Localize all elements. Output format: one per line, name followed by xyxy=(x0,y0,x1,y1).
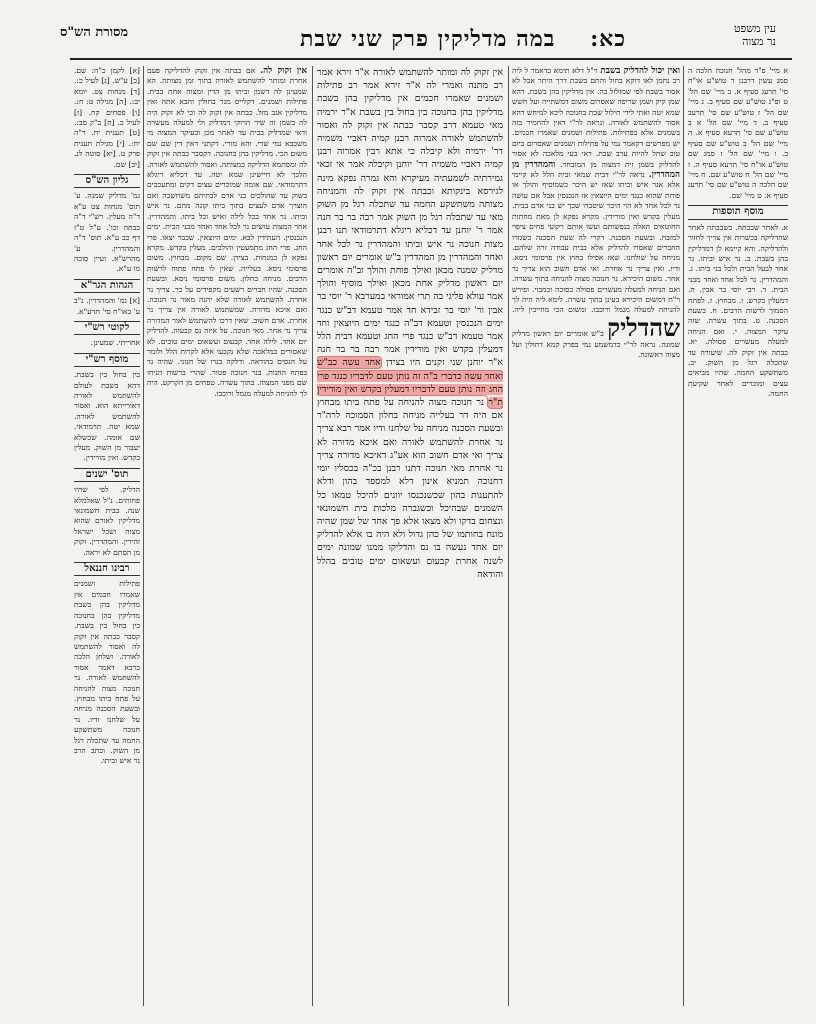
tosfot-shanim-text: הדליק. לפי שהיו פחותים. נ"ל שאלמלא שנה. בבית חשמונאי מדליקין לאורם שהוא מצוה ושכל ישראל זהירין. והמהדרין. זקוק מן הסתם לא יראה. xyxy=(74,485,140,557)
tosafot-opening: ואין יכול להדליק בשבת xyxy=(600,66,680,76)
gemara-column xyxy=(317,66,503,1006)
tosafot-dibbur-3: שהדליק xyxy=(607,312,680,342)
masoret-text: [א] לקמן כ"ה: שם. [ב] ע"ש. [ג] לעיל כ:. [ד] מנחות צט. יומא יב:. [ה] מגילה ט: ח:. [ו] פסחים קח. [ז] לעיל כ. [ח] ב"ק סב:. [ט] תענית יח. ר"ה יח:. [י] מגילת תענית פרק ט. [יא] סוטה לג. [יב] שם. xyxy=(74,66,140,169)
column-divider xyxy=(143,66,144,1006)
hagahot-text: [א] גמ' והמהדרין. נ"ב ע' באו"ח סי' תרע"א. xyxy=(74,296,140,316)
tosafot-dibbur-2: והמהדרין מן המהדרין. xyxy=(512,159,680,181)
ein-mishpat-text: א מיי' פ"ד מהל' חנוכה הלכה ה סמג עשין דרבנן ד טוש"ע או"ח סי' תרעג סעיף א. ב מיי' שם הל' ט ופ"ג טוש"ע שם סעיף ב. ג מיי' שם הל' ז טוש"ע שם סי' תרעב סעיף ב. ד מיי' שם הל' א ב טוש"ע שם סי' תרעא סעיף א. ה מיי' שם הל' ב טוש"ע שם סעיף ב. ו מיי' שם הל' ז סמג שם טוש"ע או"ח סי' תרעא סעיף ה. ז מיי' שם הל' ח טוש"ע שם. ח מיי' שם הלכה ה טוש"ע שם סי' תרעג סעיף א. ט מיי' שם. xyxy=(688,66,788,200)
tosafot-text-3: ב"ש אומרים יום ראשון מדליק שמונה. נראה לר"י כדמשמע נמי בפרק קמא דחולין ועל מצוה ראשונה. xyxy=(512,328,680,360)
highlighted-passage[interactable]: אחד עשה כב"ש ואחד עשה כדברי ב"ה זה נותן טעם לדבריו כנגד פרי החג וזה נותן טעם לדבריו דמעלין בקדש ואין מורידין ת"ר xyxy=(317,357,503,409)
rashi-text-1: אם כבתה אין זקוק להדליקה פעם אחרת ומותר להשתמש לאורה בתוך זמן מצותה. הא שמעינן לה דשמן וביתו מן הדין ומצוה אחת בבית. פתילות ושמנים. דקלייס מנר בחולין והבא אתה ואין מדליקין אגב מזל. כבתה אין זקוק לה וכי לא זקוק היה לה בשמן זה שיר הרוקי דמדליק ולי למעלה מעשרה ודאי שמדליק בבית עד לאחר מכן ובעיקר המצוה מי משכבא נמי שרי. והא מורי. דקתני דאין דין שם שם משום הכי. מדליקין בהן בחנוכה. דקסבר כבתה אין זקוק לה ומסתמא הדליקה כמצותה. ואסור להשתמש לאורה. הלכך לא חיישינן שמא יטה. עד דכליא ריגלא דתרמודאי. שם אומה שמוכרים עצים דקים ומתעכבים בשוק עד שהולכים בני אדם לבתיהם משחשכה ואם הוצרך אדם לעצים בתוך ביתו קונה מהם. נר איש וביתו. נר אחד בכל לילה ואיש וכל ביתו. והמהדרין. אחר המצות עושים נר לכל אחד ואחד מבני הבית. ימים הנכנסין. העתידין לבא. ימים היוצאין. שכבר יצאו. פרי החג. פרי החג מתמעטין והולכים. מעלין בקדש. מקרא נפקא לן במנחות. בצידן. שם מקום. מבחוץ. משום פרסומי ניסא. בעלייה. שאין לו פתח פתוח לרשות הרבים. מניחה בחלון. משום פרסומי ניסא. ובשעת הסכנה. שהיו חברים רשעים מקפידים על כך. צריך נר אחרת. להשתמש לאורה שלא יהנה מאור נר חנוכה. ואם איכא מדורה. שמשתמש לאורה אין צריך נר אחרת. אדם חשוב. שאין דרכו להשתמש לאור המדורה צריך נר אחר. מאי חנוכה. על איזה נס קבעוה. להדליק יום אחד. לילה אחד. קבעום ועשאום ימים טובים. לא שאסורים במלאכה שלא נקבעו אלא לקרות הלל ולומר על הנסים בהודאה. ודלקה בנרו של חנוני. שהיה נר בפתח החנות. בנר חנוכה פטור. שהרי ברשות הניחו שם מפני המצוה. בתוך עשרה. טפחים מן הקרקע. היה לך להניחה למעלה מגמל ורוכבו. xyxy=(147,66,307,398)
column-divider xyxy=(312,66,313,1006)
ein-mishpat-label xyxy=(734,22,776,48)
masoret-hashas-label: מסורת הש"ס xyxy=(60,25,129,40)
ein-mishpat-column xyxy=(688,66,788,1006)
gemara-opening: אין זקוק לה ומותר להשתמש לאורה א"ר זירא אמר רב מתנה ואמרי לה א"ר זירא אמר רב פתילות ושמנים שאמרו חכמים אין מדליקין בהן בשבת מדליקין בהן בחנוכה בין בחול בין בשבת א"ר ירמיה מאי טעמא דרב קסבר כבתה אין זקוק לה ואסור להשתמש לאורה אמרוה רבנן קמיה דאביי משמיה דר' ירמיה ולא קיבלה כי אתא רבין אמרוה רבנן קמיה דאביי משמיה דר' יוחנן וקיבלה אמר אי זכאי גמירתיה לשמעתיה מעיקרא והא גמרה נפקא מינה לגירסא בינקותא וכבתה אין זקוק לה והמניחה מצותה משתשקע החמה עד שתכלה רגל מן השוק מאי עד שתכלה רגל מן השוק אמר רבה בר בר חנה אמר ר' יוחנן עד דכליא ריגלא דתרמודאי תנו רבנן מצות חנוכה נר איש וביתו והמהדרין נר לכל אחד ואחד והמהדרין מן המהדרין ב"ש אומרים יום ראשון מדליק שמנה מכאן ואילך פוחת והולך וב"ה אומרים יום ראשון מדליק אחת מכאן ואילך מוסיף והולך אמר עולא פליגי בה תרי אמוראי במערבא ר' יוסי בר אבין ור' יוסי בר זבידא חד אמר טעמא דב"ש כנגד ימים הנכנסין וטעמא דב"ה כנגד ימים היוצאין וחד אמר טעמא דב"ש כנגד פרי החג וטעמא דבית הלל דמעלין בקדש ואין מורידין אמר רבה בר בר חנה א"ר יוחנן שני זקנים היו בצידן xyxy=(317,67,503,369)
likutei-title: לקוטי רש"י xyxy=(74,321,140,335)
page-title xyxy=(300,26,626,52)
column-divider xyxy=(683,66,684,1006)
musaf-tosafot-title: מוסף תוספות xyxy=(688,205,788,219)
rashi-column xyxy=(147,66,307,1006)
ein-mishpat-label-line1: עין משפט xyxy=(733,22,776,35)
header-rule xyxy=(70,58,792,60)
column-divider xyxy=(508,66,509,1006)
likutei-text: אחריתי. שמעינן. xyxy=(90,338,140,348)
masoret-column xyxy=(74,66,140,1006)
musaf-rashi-title: מוסף רש"י xyxy=(74,353,140,367)
ein-mishpat-label-line2: נר מצוה xyxy=(742,35,776,48)
gemara-continuation: נר חנוכה מצוה להניחה על פתח ביתו מבחוץ אם היה דר בעלייה מניחה בחלון הסמוכה לרה"ר ובשעת הסכנה מניחה על שלחנו ודיו אמר רבא צריך נר אחרת להשתמש לאורה ואם איכא מדורה לא צריך ואי אדם חשוב הוא אע"ג דאיכא מדורה צריך נר אחרת מאי חנוכה דתנו רבנן בכ"ה בכסליו יומי דחנוכה תמניא אינון דלא למספד בהון ודלא להתענות בהון שכשנכנסו יוונים להיכל טמאו כל השמנים שבהיכל וכשגברה מלכות בית חשמונאי ונצחום בדקו ולא מצאו אלא פך אחד של שמן שהיה מונח בחותמו של כהן גדול ולא היה בו אלא להדליק יום אחד נעשה בו נס והדליקו ממנו שמונה ימים לשנה אחרת קבעום ועשאום ימים טובים בהלל והודאה xyxy=(317,397,503,580)
tosfot-shanim-title: תוס' ישנים xyxy=(74,468,140,482)
rabbeinu-chananel-title: רבינו חננאל xyxy=(74,562,140,576)
gilyon-title: גליון הש"ס xyxy=(74,174,140,188)
tosafot-text-2: נראה לר"י דבית שמאי ובית הלל לא קיימי אלא אנר איש וביתו שאז יש היכר כשמוסיף והולך או פוחת שהוא כנגד ימים היוצאין או הנכנסין אבל אם עושה נר לכל אחד לא הוי היכר שיסברו שכך יש בני אדם בבית. מעלין בקדש ואין מורידין. מקרא נפקא לן מאת מחתות החוטאים האלה בנפשותם ועשו אותם רקועי פחים ציפוי למזבח. ובשעת הסכנה. דקרי לה שעת הסכנה כשגזרו החברים שאסרו להדליק אלא בבית עבודה זרה שלהם. מניחה על שולחנו. שאז אפילו בחוץ אין פרסומי ניסא. ודיו. ואין צריך נר אחרת. ואי אדם חשוב הוא צריך נר אחר. משום היכירא. נר חנוכה מצוה להניחה בתוך עשרה. ואם הניחה למעלה מעשרים פסולה כסוכה וכמבוי. ופירש ר"ת דמשום היכירא בעינן בתוך עשרה. לימא ליה היה לך להניחה למעלה מגמל ורוכבו. ומשום הכי מחייבין ליה. xyxy=(512,170,680,315)
tosafot-text-1: וי"ל דלא תימא כדאמר ל ליה רב נחמן לאו דוקא בחול והתם בשבת דרך היתר אבל לא אסור בשבת לפי שמזלזל בה. אין מדליקין בהן בשבת. דהא שמן קיק ושמן שריפה שאסרום משום דמשתייה ועל חשש שמא יטה ואתי לידי חילול שבת בחנוכה ליכא למיחש דהא אסור להשתמש לאורה. ונראה לר"י דאין להחמיר בזה בשמנים אלא בפתילות. פתילות ושמנים שאמרו חכמים. יש מפרשים דקאמר נמי על פתילות ושמנים שאסרום ביום טוב שחל להיות ערב שבת. דאי בעי מלאכה לא אסור להדליק בשמן זית דמצוה מן המובחר. xyxy=(512,66,680,169)
gilyon-text: גמ' מדליק שמנה. ע' תוס' מנחות צט ע"א ד"ה מעלין. רש"י ד"ה כבתה וכו'. ע"ל ט"ז דף כב ע"א. תוס' ד"ה והמהדרין. ע' מהרש"א. ועיין סוכה מו ע"א. xyxy=(74,191,140,274)
musaf-tosafot-text: א. לאחר שכבתה. כשכבתה לאחר שהדליקה בכשרות אין צריך לחזור ולהדליקה. והא קיימא לן דמדליקין בהן בשבת. ב. נר איש וביתו. נר אחד לבעל הבית ולכל בני ביתו. ג. והמהדרין. נר לכל אחד ואחד מבני הבית. ד. רבי יוסי בר אבין. ה. דמעלין בקדש. ו. מבחוץ. ז. לפתח הסמוך לרשות הרבים. ח. בשעת הסכנה. ט. בתוך עשרה. שזה עיקר המצוה. י. ואם הניחה למעלה מעשרים פסולה. יא. כבתה אין זקוק לה. שיעורה עד שתכלה רגל מן השוק. יב. משתשקע החמה. שהיו מביאים עצים ומוכרים לאחר שקיעת החמה. xyxy=(688,222,788,399)
musaf-rashi-text: בין בחול בין בשבת. דהא בשבת לעולם להשתמש לאורה דאורייתא הוא. ואסור להשתמש לאורה. שמא יטה. תרמודאי. שם אומה. שכשלא יעבור מן השוק. מעלין בקדש. ואין מורידין. xyxy=(74,370,140,463)
rashi-dibbur-1: אין זקוק לה. xyxy=(260,66,307,76)
chapter-title: במה מדליקין פרק שני שבת xyxy=(300,26,556,52)
rabbeinu-chananel-text: פתילות ושמנים שאמרו חכמים אין מדליקין בהן בשבת מדליקין בהן בחנוכה בין בחול בין בשבת. קסבר כבתה אין זקוק לה ואסור להשתמש לאורה. ושלחן הלכה כרבא דאמר אסור להשתמש לאורה. נר חנוכה מצוה להניחה על פתח ביתו מבחוץ. ובשעת הסכנה מניחה על שלחנו ודיו. נר חנוכה משתשקע החמה עד שתכלה רגל מן השוק. וכתב הרב נר איש וביתו. xyxy=(74,579,140,766)
daf-number: כא: xyxy=(590,26,627,52)
hagahot-title: הגהות הגר"א xyxy=(74,279,140,293)
tosafot-column xyxy=(512,66,680,1006)
